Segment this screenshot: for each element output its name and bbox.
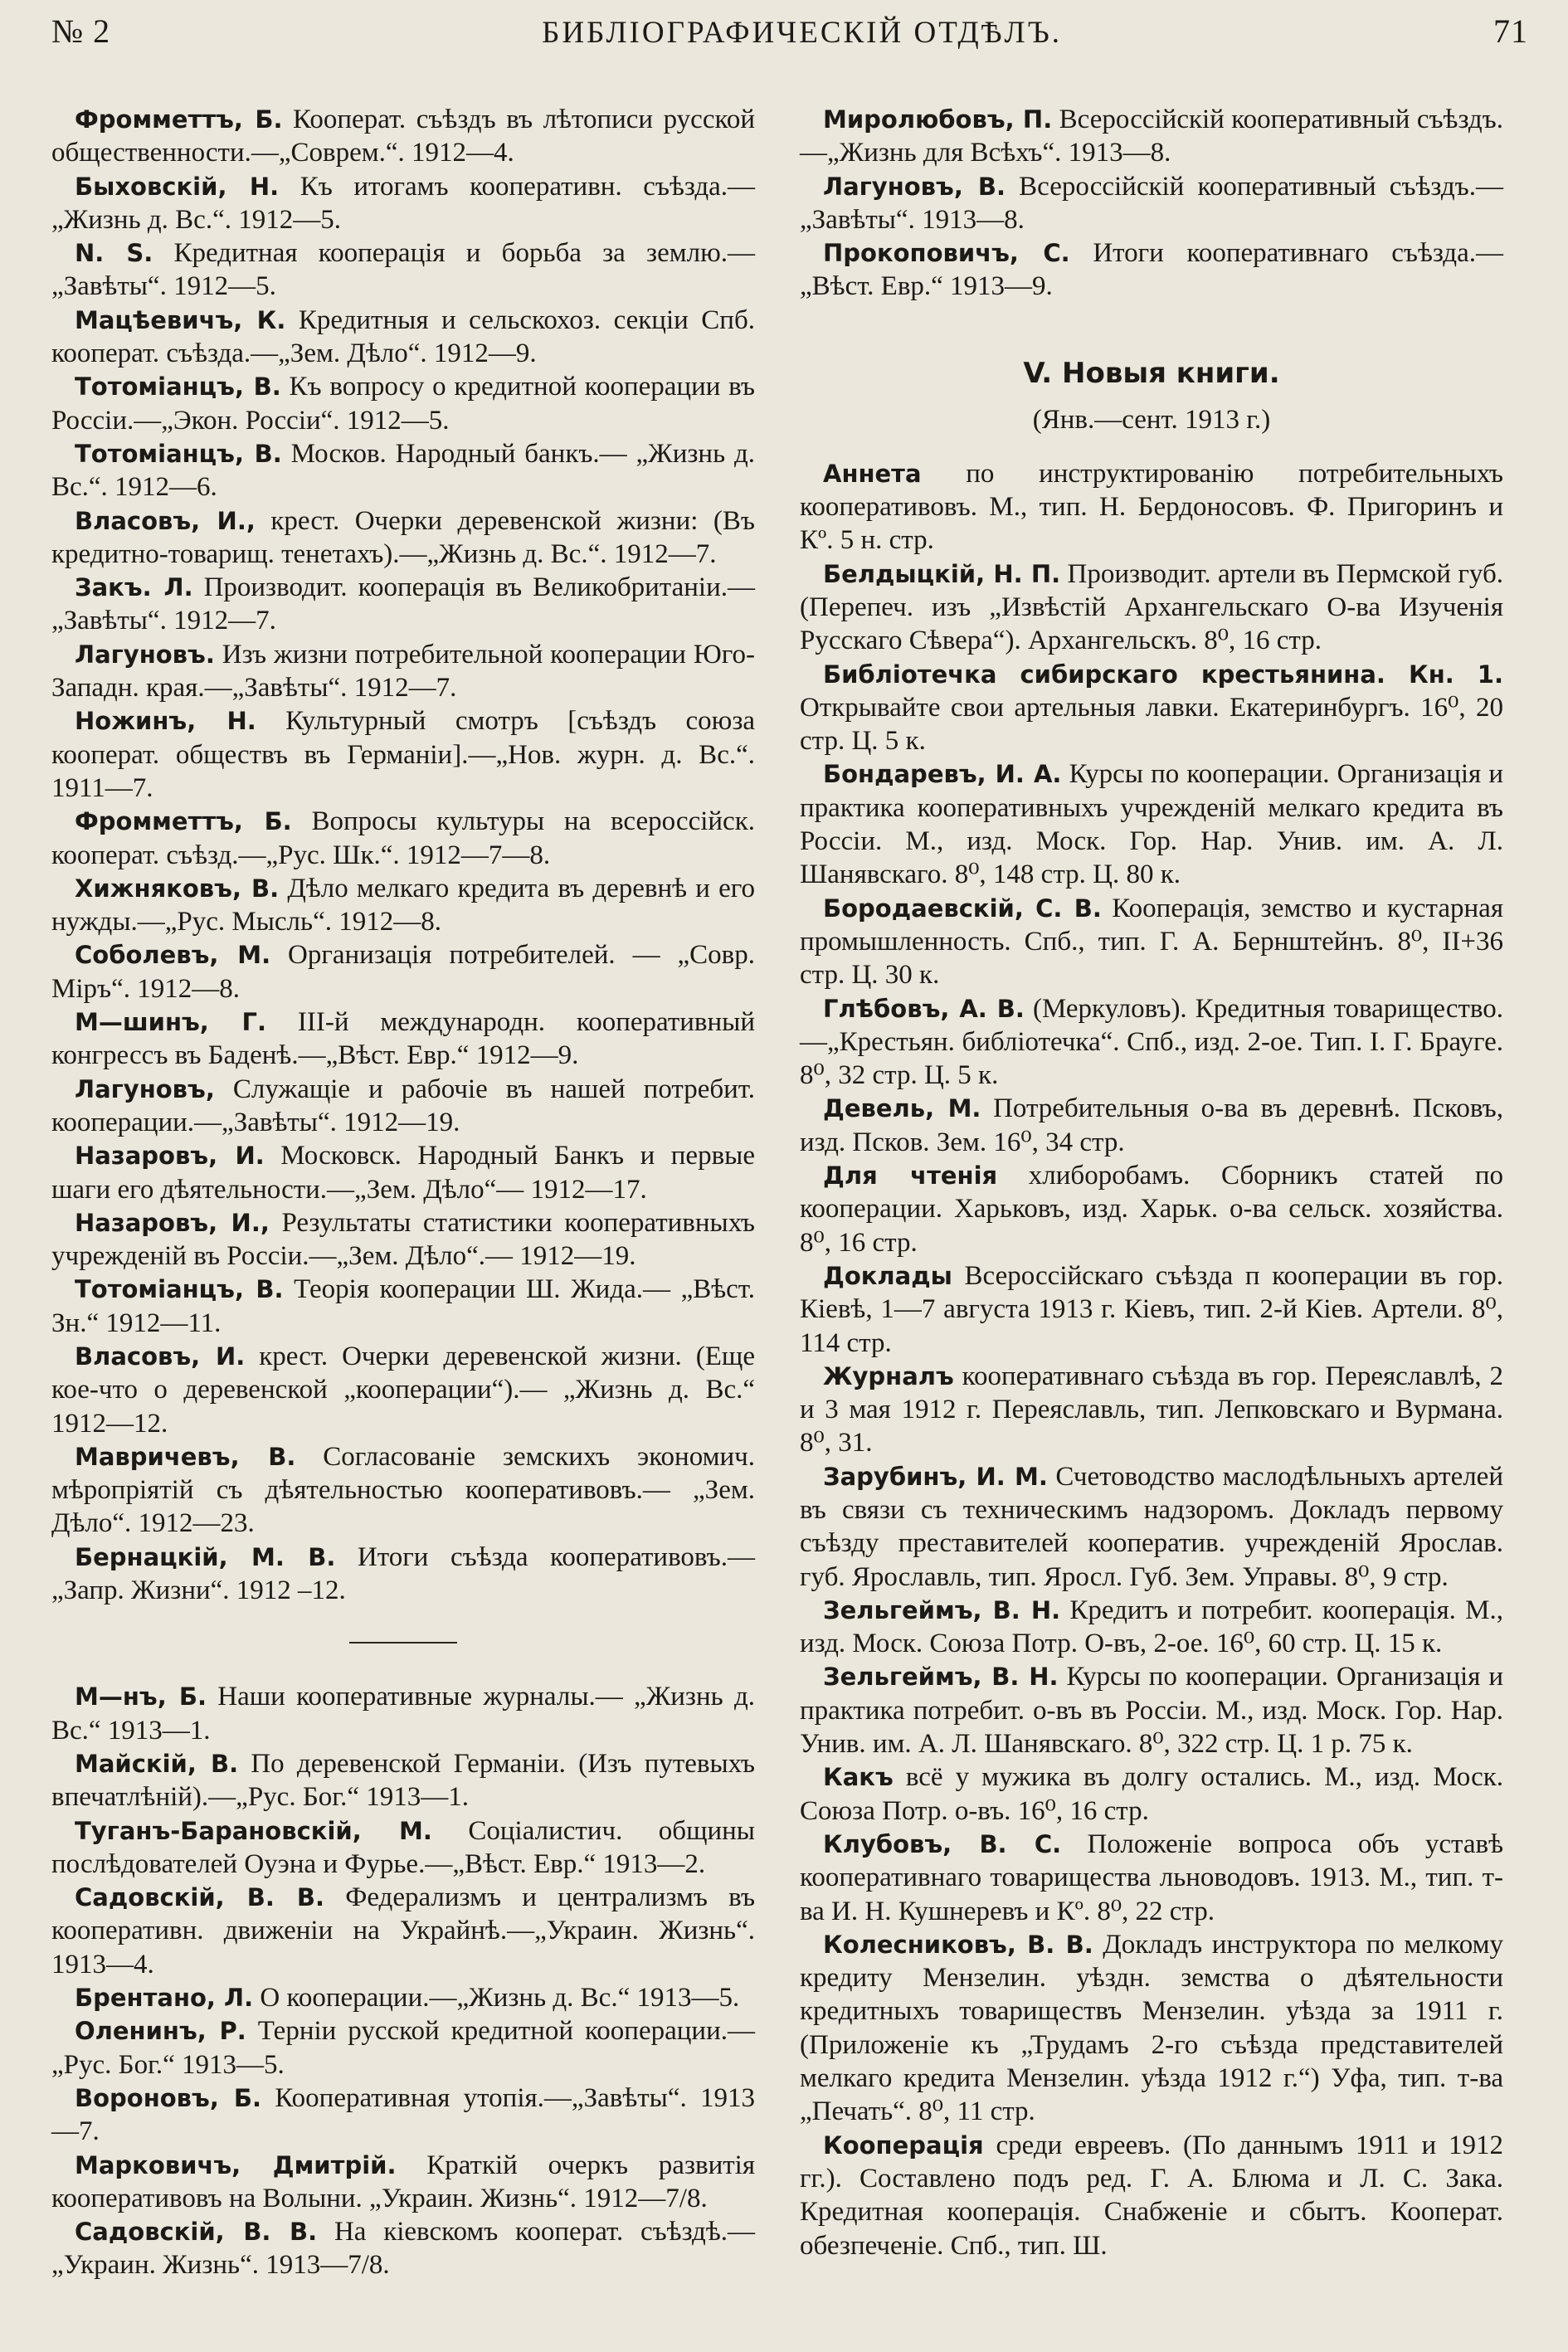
entry-author: Глѣбовъ, А. В. <box>823 994 1025 1023</box>
entry-text: Изъ жизни потребительной кооперации Юго-Западн. края.—„Завѣты“. 1912—7. <box>51 639 755 704</box>
entry-text: Всероссійскій кооперативный съѣздъ.—„Завѣты“. 1913—8. <box>800 171 1503 235</box>
left-column <box>51 103 755 2282</box>
bibliography-entry <box>51 704 755 805</box>
entry-text: Организація потребителей. — „Совр. Міръ“. 1912—8. <box>51 940 755 1004</box>
periodical-list-1912 <box>51 103 755 1607</box>
bibliography-entry <box>51 1680 755 1747</box>
bibliography-entry <box>51 370 755 437</box>
entry-author: Назаровъ, И. <box>75 1142 265 1171</box>
entry-text: Дѣло мелкаго кредита въ деревнѣ и его нужды.—„Рус. Мысль“. 1912—8. <box>51 873 755 937</box>
entry-text: Производит. артели въ Пермской губ. (Перепеч. изъ „Извѣстій Архангельскаго О-ва Изученія Русскаго Сѣвера“). Архангельскъ. 8⁰, 16 стр. <box>800 558 1503 656</box>
bibliography-entry <box>51 571 755 638</box>
bibliography-entry <box>51 437 755 504</box>
page-number: 71 <box>1493 12 1528 50</box>
entry-text: Курсы по кооперации. Организація и практика потребит. о-въ въ Россіи. М., изд. Моск. Гор. Нар. Унив. им. А. Л. Шанявскаго. 8⁰, 322 стр. Ц. 1 р. 75 к. <box>800 1662 1504 1760</box>
bibliography-entry <box>51 1814 755 1882</box>
entry-text: всё у мужика въ долгу остались. М., изд. Моск. Союза Потр. о-въ. 16⁰, 16 стр. <box>800 1762 1503 1826</box>
entry-author: Лагуновъ. <box>75 640 215 669</box>
entry-author: Садовскій, В. В. <box>75 1883 325 1912</box>
entry-text: О кооперации.—„Жизнь д. Вс.“ 1913—5. <box>253 1983 740 2014</box>
entry-text: Вопросы культуры на всероссійск. кооперат. съѣзд.—„Рус. Шк.“. 1912—7—8. <box>51 806 755 870</box>
entry-text: Итоги кооперативнаго съѣзда.— „Вѣст. Евр.“ 1913—9. <box>800 238 1503 302</box>
entry-author: М—шинъ, Г. <box>75 1008 267 1037</box>
bibliography-entry <box>51 1006 755 1073</box>
bibliography-entry <box>800 1760 1503 1828</box>
section-title: V. Новыя книги. <box>1023 356 1280 390</box>
entry-author: Библіотечка сибирскаго крестьянина. Кн. 1. <box>823 660 1503 689</box>
bibliography-entry <box>51 1881 755 1981</box>
entry-author: Марковичъ, Дмитрій. <box>75 2150 397 2179</box>
issue-number: № 2 <box>51 12 111 50</box>
entry-author: Мавричевъ, В. <box>75 1442 296 1471</box>
entry-author: Туганъ-Барановскій, М. <box>75 1816 432 1845</box>
entry-text: Счетоводство маслодѣльныхъ артелей въ связи съ техническимъ надзоромъ. Докладъ первому съѣзду преставителей кооператив. учрежденій Ярослав. губ. Ярославль, тип. Яросл. Губ. Зем. Управы. 8⁰, 9 стр. <box>800 1461 1503 1592</box>
bibliography-entry <box>51 504 755 572</box>
bibliography-entry <box>800 892 1503 992</box>
entry-author: М—нъ, Б. <box>75 1682 207 1712</box>
entry-text: Соціалистич. общины послѣдователей Оуэна и Фурье.—„Вѣст. Евр.“ 1913—2. <box>51 1815 755 1879</box>
entry-text: крест. Очерки деревенской жизни: (Въ кредитно-товарищ. тенетахъ).—„Жизнь д. Вс.“. 1912—7. <box>51 505 755 569</box>
entry-author: Брентано, Л. <box>75 1984 254 2013</box>
bibliography-entry <box>800 1928 1503 2129</box>
bibliography-entry <box>51 938 755 1006</box>
bibliography-entry <box>51 638 755 705</box>
bibliography-entry <box>51 304 755 371</box>
bibliography-entry <box>51 1747 755 1814</box>
entry-text: Производит. кооперація въ Великобританіи.—„Завѣты“. 1912—7. <box>51 572 755 636</box>
entry-author: N. S. <box>75 239 153 268</box>
bibliography-entry <box>51 170 755 237</box>
entry-text: Результаты статистики кооперативныхъ учрежденій въ Россіи.—„Зем. Дѣло“.— 1912—19. <box>51 1207 755 1272</box>
entry-text: Кредитная кооперація и борьба за землю.—„Завѣты“. 1912—5. <box>51 238 755 302</box>
entry-text: хлиборобамъ. Сборникъ статей по кооперации. Харьковъ, изд. Харьк. о-ва сельск. хозяйства. 8⁰, 16 стр. <box>800 1161 1503 1258</box>
entry-text: Теорія кооперации Ш. Жида.— „Вѣст. Зн.“ 1912—11. <box>51 1274 755 1338</box>
bibliography-entry <box>800 1092 1503 1159</box>
entry-text: Служащіе и рабочіе въ нашей потребит. кооперации.—„Завѣты“. 1912—19. <box>51 1074 755 1137</box>
bibliography-entry <box>800 1460 1503 1594</box>
bibliography-entry <box>51 2149 755 2216</box>
entry-text: Къ итогамъ кооперативн. съѣзда.—„Жизнь д. Вс.“. 1912—5. <box>51 171 756 235</box>
entry-text: Кредитныя и сельскохоз. секціи Спб. кооперат. съѣзда.—„Зем. Дѣло“. 1912—9. <box>51 304 755 369</box>
entry-author: Лагуновъ, В. <box>823 172 1006 201</box>
entry-text: По деревенской Германіи. (Изъ путевыхъ впечатлѣній).—„Рус. Бог.“ 1913—1. <box>51 1748 755 1813</box>
entry-text: Московск. Народный Банкъ и первые шаги его дѣятельности.—„Зем. Дѣло“— 1912—17. <box>51 1141 755 1205</box>
bibliography-entry <box>51 2215 755 2282</box>
bibliography-entry <box>800 103 1503 170</box>
right-column <box>800 103 1503 2282</box>
running-head <box>51 12 1528 63</box>
entry-text: кооперативнаго съѣзда въ гор. Переяславлѣ, 2 и 3 мая 1912 г. Переяславль, тип. Лепковскаго и Вурмана. 8⁰, 31. <box>800 1361 1503 1458</box>
entry-author: Какъ <box>823 1763 894 1792</box>
entry-author: Кооперація <box>823 2130 984 2160</box>
bibliography-entry <box>800 757 1503 891</box>
bibliography-entry <box>51 1273 755 1340</box>
bibliography-entry <box>51 2082 755 2149</box>
entry-text: среди евреевъ. (По даннымъ 1911 и 1912 гг.). Составлено подъ ред. Г. А. Блюма и Л. С. Зака. Кредитная кооперація. Снабженіе и сбытъ. Кооперат. обезпеченіе. Спб., тип. Ш. <box>800 2130 1503 2261</box>
bibliography-entry <box>800 658 1503 758</box>
entry-author: Власовъ, И. <box>75 1342 246 1371</box>
entry-text: (Меркуловъ). Кредитныя товарищество.—„Крестьян. библіотечка“. Спб., изд. 2-ое. Тип. I. Г. Брауге. 8⁰, 32 стр. Ц. 5 к. <box>800 993 1503 1091</box>
entry-author: Соболевъ, М. <box>75 941 271 970</box>
bibliography-entry <box>51 2014 755 2082</box>
entry-author: Назаровъ, И., <box>75 1208 270 1237</box>
entry-author: Миролюбовъ, П. <box>823 105 1053 134</box>
bibliography-entry <box>51 1440 755 1541</box>
entry-author: Тотоміанцъ, В. <box>75 439 282 468</box>
entry-author: Фромметтъ, Б. <box>75 807 292 836</box>
bibliography-entry <box>51 1981 755 2014</box>
entry-text: крест. Очерки деревенской жизни. (Еще кое-что о деревенской „кооперации“).— „Жизнь д. Вс.“ 1912—12. <box>51 1341 755 1439</box>
entry-author: Колесниковъ, В. В. <box>823 1930 1093 1959</box>
entry-author: Майскій, В. <box>75 1749 239 1778</box>
entry-text: Согласованіе земскихъ экономич. мѣропріятій съ дѣятельностью кооперативовъ.— „Зем. Дѣло“. 1912—23. <box>51 1441 755 1539</box>
bibliography-entry <box>800 1259 1503 1360</box>
entry-author: Тотоміанцъ, В. <box>75 373 281 402</box>
bibliography-entry <box>51 805 755 872</box>
divider-rule <box>349 1642 457 1643</box>
bibliography-entry <box>800 2129 1503 2262</box>
entry-author: Прокоповичъ, С. <box>823 239 1070 268</box>
entry-author: Клубовъ, В. С. <box>823 1829 1062 1858</box>
entry-author: Быховскій, Н. <box>75 172 280 201</box>
entry-text: Кредитъ и потребит. кооперація. М., изд. Моск. Союза Потр. О-въ, 2-ое. 16⁰, 60 стр. Ц. 15 к. <box>800 1595 1503 1659</box>
entry-author: Фромметтъ, Б. <box>75 105 283 134</box>
entry-author: Вороновъ, Б. <box>75 2083 262 2112</box>
bibliography-entry <box>51 1340 755 1440</box>
entry-author: Для чтенія <box>823 1161 998 1191</box>
new-books-list <box>800 457 1503 2262</box>
entry-author: Аннета <box>823 459 922 488</box>
bibliography-entry <box>51 1206 755 1273</box>
entry-text: Потребительныя о-ва въ деревнѣ. Псковъ, изд. Псков. Зем. 16⁰, 34 стр. <box>800 1093 1503 1157</box>
entry-author: Доклады <box>823 1261 952 1290</box>
entry-text: Къ вопросу о кредитной кооперации въ Россіи.—„Экон. Россіи“. 1912—5. <box>51 372 755 436</box>
bibliography-entry <box>800 1360 1503 1460</box>
bibliography-entry <box>800 558 1503 658</box>
entry-text: Всероссійскій кооперативный съѣздъ.—„Жизнь для Всѣхъ“. 1913—8. <box>800 105 1503 168</box>
bibliography-entry <box>51 1139 755 1206</box>
entry-text: Краткій очеркъ развитія кооперативовъ на Волыни. „Украин. Жизнь“. 1912—7/8. <box>51 2150 755 2213</box>
entry-text: Докладъ инструктора по мелкому кредиту Мензелин. уѣздн. земства о дѣятельности кредитныхъ товариществъ Мензелин. уѣзда за 1911 г. (Приложеніе къ „Трудамъ 2-го съѣзда представителей мелкаго кредита Мензелин. уѣзда 1912 г.“) Уфа, тип. т-ва „Печать“. 8⁰, 11 стр. <box>800 1929 1503 2127</box>
bibliography-entry <box>51 1541 755 1608</box>
bibliography-entry <box>800 1660 1503 1760</box>
entry-author: Журналъ <box>823 1361 954 1390</box>
bibliography-entry <box>800 992 1503 1093</box>
bibliography-entry <box>51 236 755 304</box>
entry-author: Бондаревъ, И. А. <box>823 760 1062 789</box>
entry-author: Белдыцкій, Н. П. <box>823 559 1061 588</box>
bibliography-entry <box>800 457 1503 558</box>
bibliography-entry <box>800 236 1503 304</box>
entry-author: Власовъ, И., <box>75 506 256 535</box>
entry-text: Культурный смотръ [съѣздъ союза кооперат. обществъ въ Германіи].—„Нов. журн. д. Вс.“. 1911—7. <box>51 706 755 803</box>
entry-text: Итоги съѣзда кооперативовъ.— „Запр. Жизни“. 1912 –12. <box>51 1541 755 1606</box>
entry-text: Наши кооперативные журналы.— „Жизнь д. Вс.“ 1913—1. <box>51 1682 755 1746</box>
entry-author: Ножинъ, Н. <box>75 707 256 736</box>
entry-author: Закъ. Л. <box>75 573 193 602</box>
entry-text: Открывайте свои артельныя лавки. Екатеринбургъ. 16⁰, 20 стр. Ц. 5 к. <box>800 692 1503 757</box>
entry-text: На кіевскомъ кооперат. съѣздѣ.— „Украин. Жизнь“. 1913—7/8. <box>51 2217 755 2281</box>
entry-author: Тотоміанцъ, В. <box>75 1275 284 1304</box>
entry-author: Девель, М. <box>823 1094 981 1123</box>
bibliography-entry <box>51 872 755 939</box>
entry-author: Лагуновъ, <box>75 1074 215 1103</box>
entry-text: Москов. Народный банкъ.— „Жизнь д. Вс.“. 1912—6. <box>51 438 755 503</box>
entry-author: Зельгеймъ, В. Н. <box>823 1663 1059 1692</box>
entry-text: Курсы по кооперации. Организація и практика кооперативныхъ учрежденій мелкаго кредита въ Россіи. М., изд. Моск. Гор. Нар. Унив. им. А. Л. Шанявскаго. 8⁰, 148 стр. Ц. 80 к. <box>800 759 1503 890</box>
entry-author: Хижняковъ, В. <box>75 874 280 903</box>
entry-text: Федерализмъ и централизмъ въ кооперативн. движеніи на Украйнѣ.—„Украин. Жизнь“. 1913—4. <box>51 1882 756 1979</box>
section-header-title: БИБЛІОГРАФИЧЕСКІЙ ОТДѢЛЪ. <box>542 16 1062 50</box>
periodical-list-1913-cont <box>800 103 1503 304</box>
bibliography-entry <box>51 103 755 170</box>
bibliography-entry <box>51 1073 755 1140</box>
entry-text: Кооперація, земство и кустарная промышленность. Спб., тип. Г. А. Бернштейнъ. 8⁰, II+36 стр. Ц. 30 к. <box>800 893 1503 991</box>
entry-text: по инструктированію потребительныхъ кооперативовъ. М., тип. Н. Бердоносовъ. Ф. Пригоринъ и Кº. 5 н. стр. <box>800 458 1503 556</box>
columns <box>51 103 1528 2282</box>
entry-author: Зельгеймъ, В. Н. <box>823 1595 1061 1624</box>
entry-author: Бернацкій, М. В. <box>75 1542 336 1571</box>
entry-text: Кооперат. съѣздъ въ лѣтописи русской общественности.—„Соврем.“. 1912—4. <box>51 105 755 168</box>
periodical-list-1913 <box>51 1680 755 2281</box>
section-subtitle: (Янв.—сент. 1913 г.) <box>1032 404 1271 435</box>
entry-text: Положеніе вопроса объ уставѣ кооперативнаго товарищества льноводовъ. 1913. М., тип. т-ва И. Н. Кушнеревъ и Кº. 8⁰, 22 стр. <box>800 1829 1503 1926</box>
entry-author: Бородаевскій, С. В. <box>823 894 1102 923</box>
bibliography-entry <box>800 170 1503 237</box>
entry-author: Мацѣевичъ, К. <box>75 305 286 334</box>
entry-author: Зарубинъ, И. М. <box>823 1462 1048 1491</box>
entry-author: Садовскій, В. В. <box>75 2218 318 2247</box>
entry-author: Оленинъ, Р. <box>75 2017 246 2046</box>
entry-text: Кооперативная утопія.—„Завѣты“. 1913—7. <box>51 2082 755 2147</box>
entry-text: Терніи русской кредитной кооперации.—„Рус. Бог.“ 1913—5. <box>51 2016 755 2080</box>
entry-text: Всероссійскаго съѣзда п кооперации въ гор. Кіевѣ, 1—7 августа 1913 г. Кіевъ, тип. 2-й Кіев. Артели. 8⁰, 114 стр. <box>800 1260 1503 1358</box>
bibliography-entry <box>800 1594 1503 1661</box>
bibliography-entry <box>800 1828 1503 1928</box>
entry-text: III-й международн. кооперативный конгрессъ въ Баденѣ.—„Вѣст. Евр.“ 1912—9. <box>51 1007 756 1071</box>
bibliography-entry <box>800 1159 1503 1259</box>
